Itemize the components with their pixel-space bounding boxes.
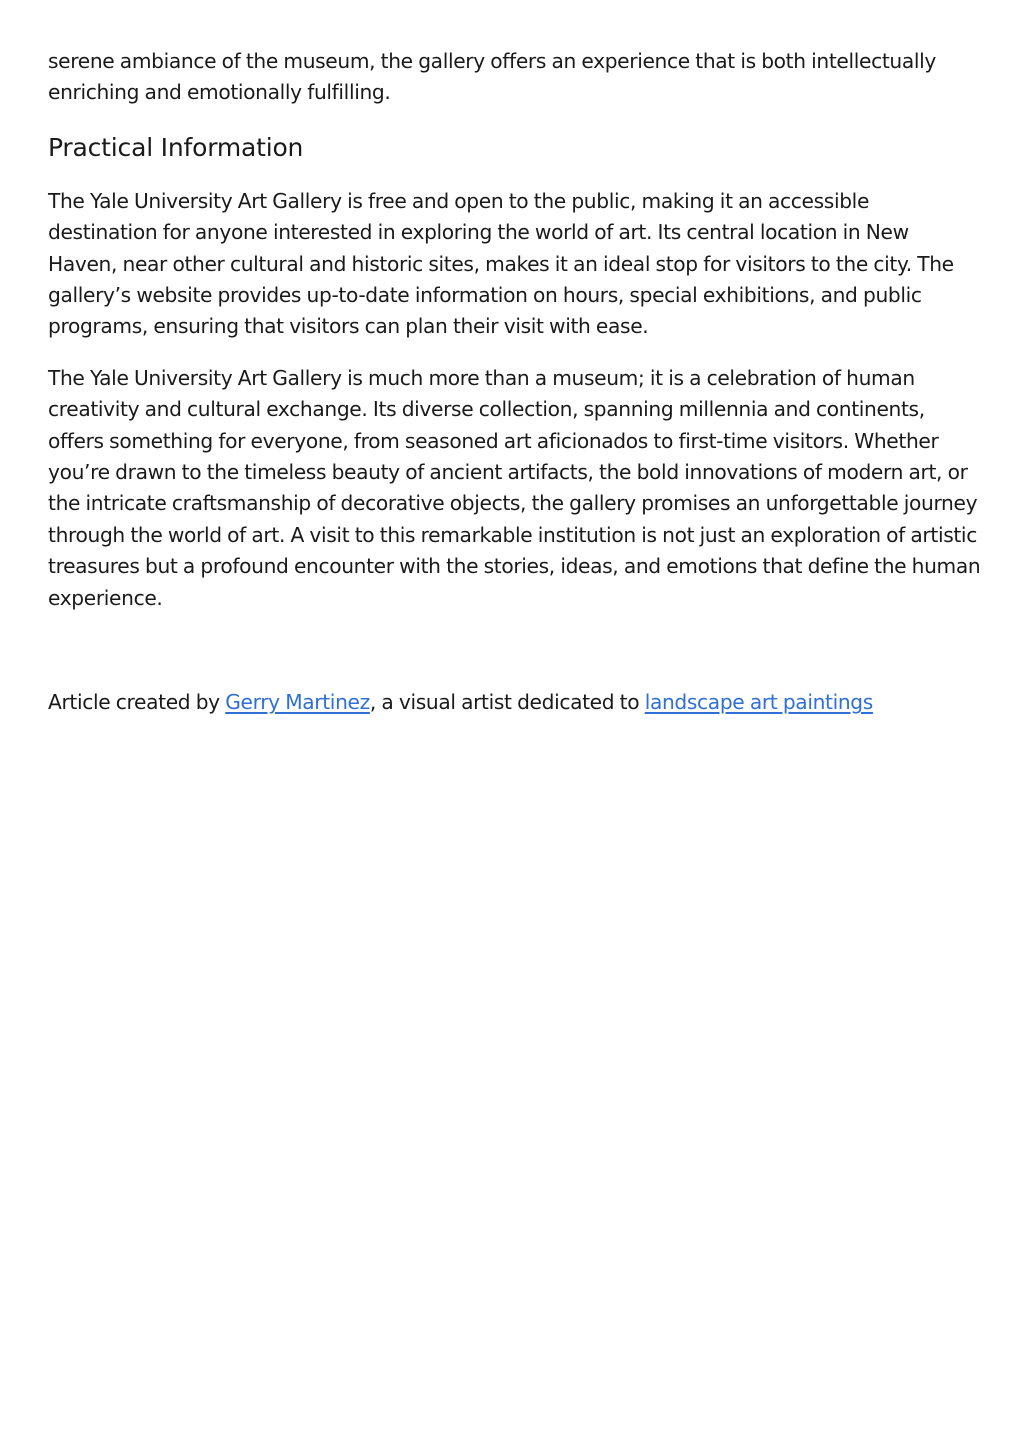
section-heading-practical-information: Practical Information <box>48 132 304 162</box>
closing-paragraph: The Yale University Art Gallery is much more than a museum; it is a celebration of human creativity and cultural exchange. Its diverse collection, spanning millennia and continents, offers something for everyone, from seasoned art aficionados to first-time visitors. Whether you’re drawn to the timeless beauty of ancient artifacts, the bold innovations of modern art, or the intricate craftsmanship of decorative objects, the gallery promises an unforgettable journey through the world of art. A visit to this remarkable institution is not just an exploration of artistic treasures but a profound encounter with the stories, ideas, and emotions that define the human experience. <box>48 365 981 610</box>
intro-paragraph-tail: serene ambiance of the museum, the gallery offers an experience that is both intellectually enriching and emotionally fulfilling. <box>48 49 936 105</box>
credit-prefix: Article created by <box>48 690 226 715</box>
author-link[interactable]: Gerry Martinez <box>225 690 370 715</box>
article-credit <box>48 687 983 718</box>
practical-information-paragraph: The Yale University Art Gallery is free and open to the public, making it an accessible destination for anyone interested in exploring the world of art. Its central location in New Haven, near other cultural and historic sites, makes it an ideal stop for visitors to the city. The gallery’s website provides up-to-date information on hours, special exhibitions, and public programs, ensuring that visitors can plan their visit with ease. <box>48 188 954 339</box>
article-body <box>48 46 983 719</box>
credit-middle: , a visual artist dedicated to <box>369 690 645 715</box>
landscape-art-paintings-link[interactable]: landscape art paintings <box>644 690 873 715</box>
